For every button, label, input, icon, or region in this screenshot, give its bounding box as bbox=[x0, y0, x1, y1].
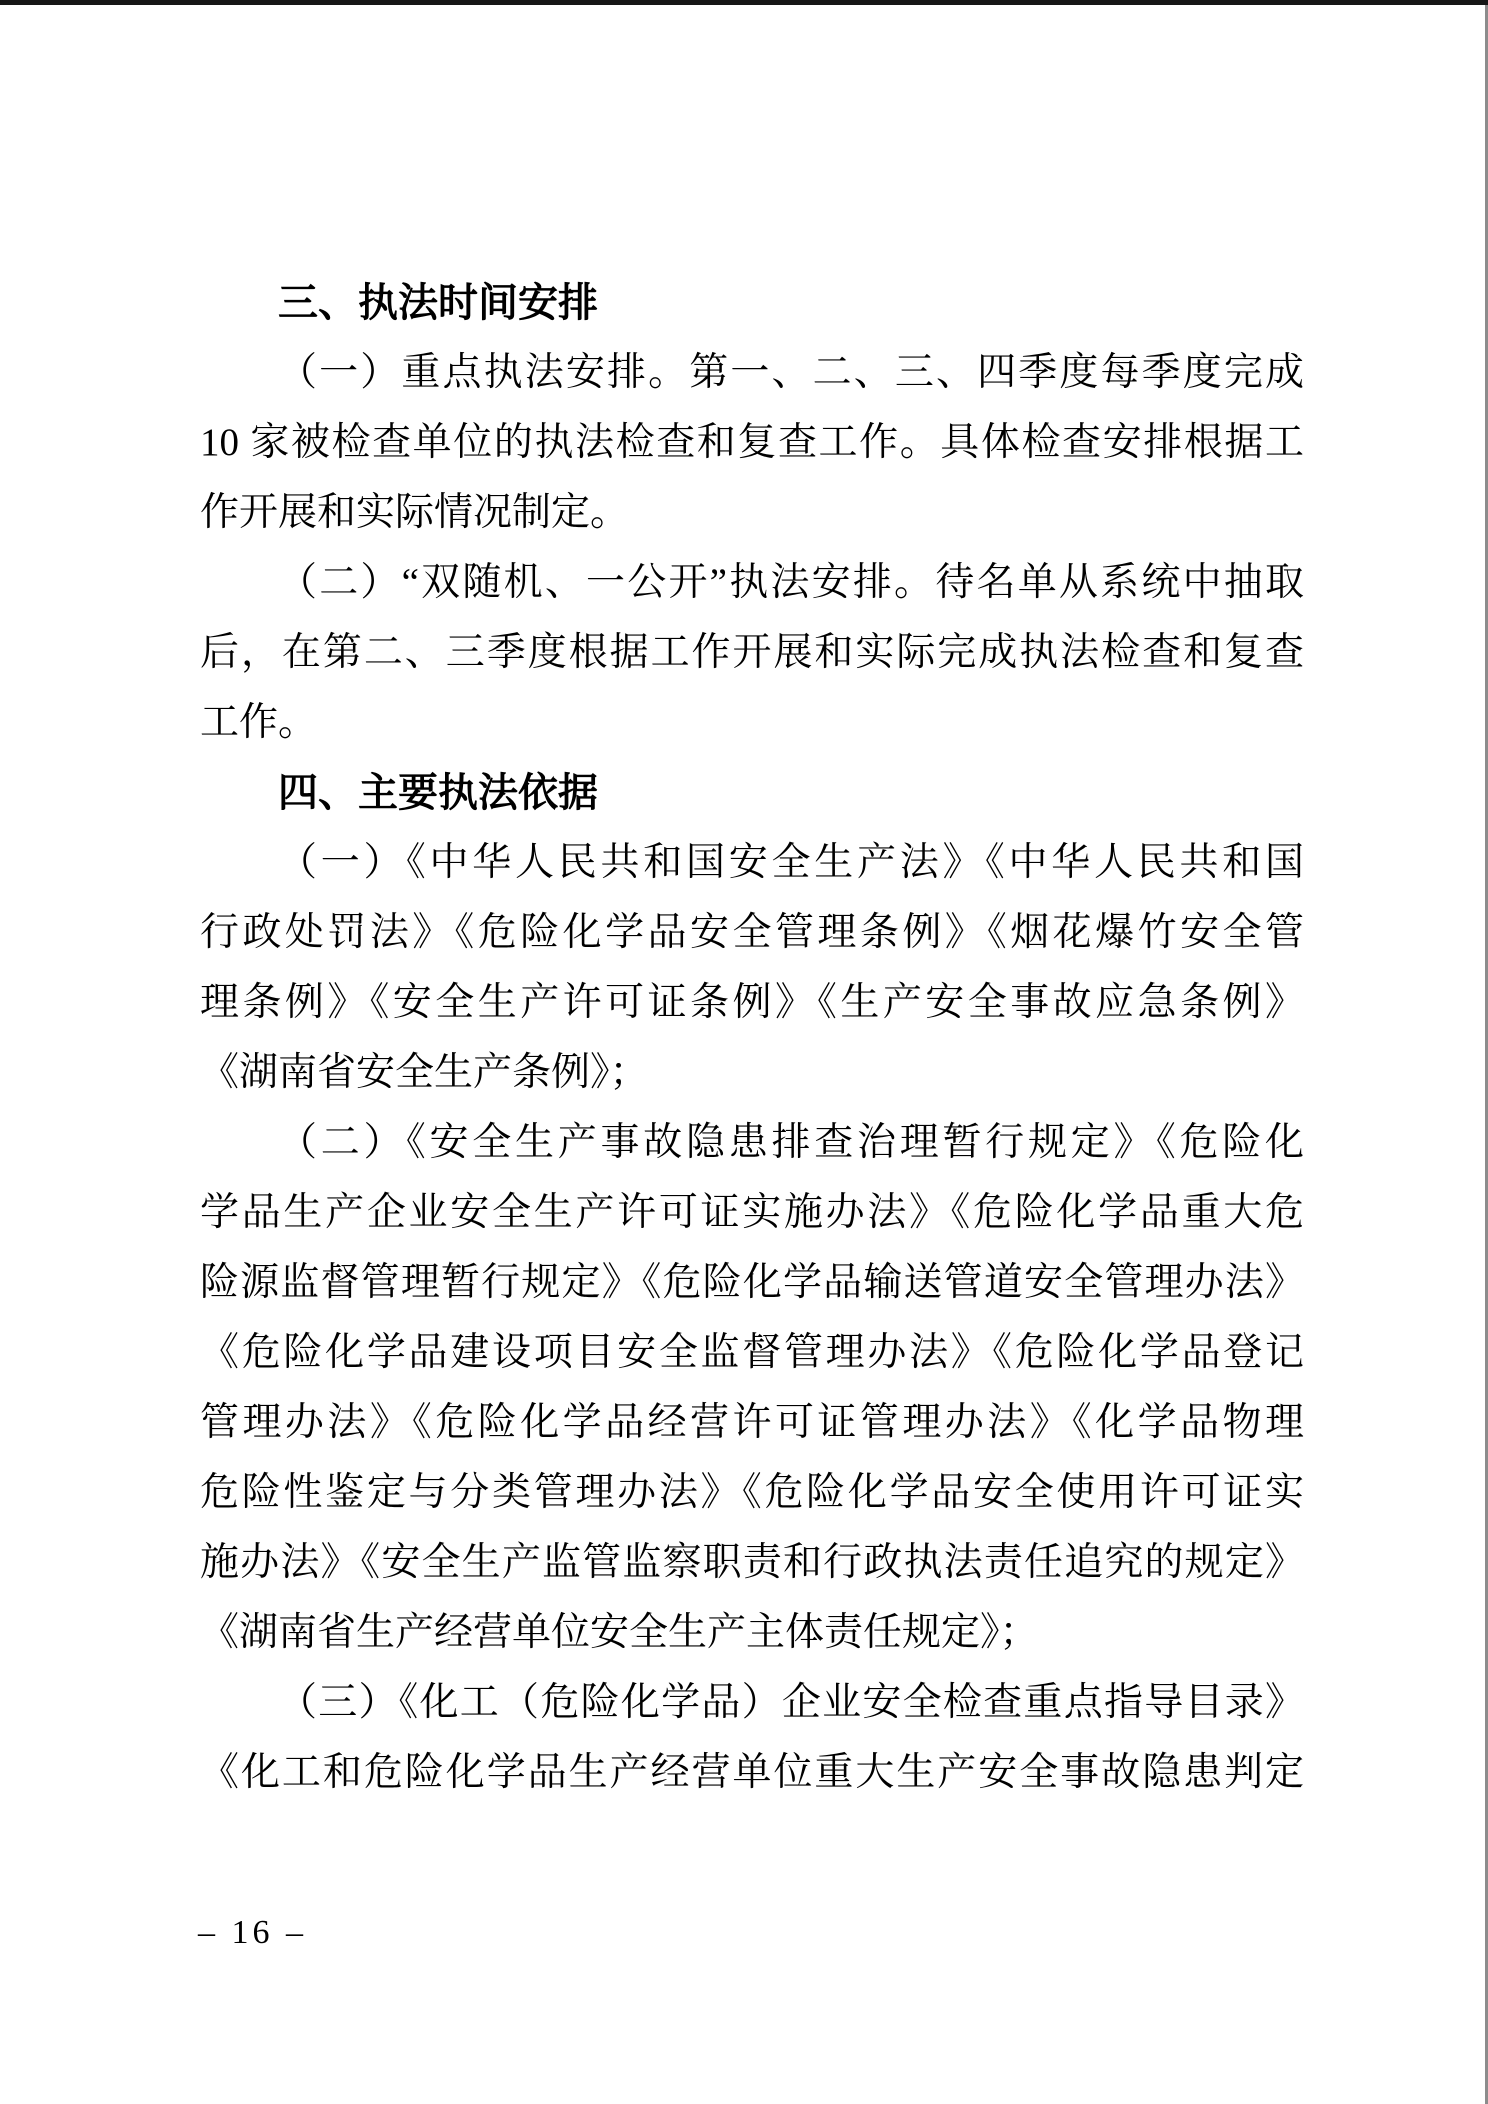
body-line: 作开展和实际情况制定。 bbox=[200, 491, 630, 534]
body-line: 10 家被检查单位的执法检查和复查工作。具体检查安排根据工 bbox=[200, 421, 1304, 464]
body-line: （三）《化工（危险化学品）企业安全检查重点指导目录》 bbox=[278, 1681, 1304, 1724]
section-heading-4: 四、主要执法依据 bbox=[278, 771, 598, 815]
body-line: （二）“双随机、一公开”执法安排。待名单从系统中抽取 bbox=[278, 561, 1304, 604]
body-line: （一）重点执法安排。第一、二、三、四季度每季度完成 bbox=[278, 351, 1304, 394]
body-line: 后，在第二、三季度根据工作开展和实际完成执法检查和复查 bbox=[200, 631, 1304, 674]
body-line: 行政处罚法》《危险化学品安全管理条例》《烟花爆竹安全管 bbox=[200, 911, 1304, 954]
body-line: （二）《安全生产事故隐患排查治理暂行规定》《危险化 bbox=[278, 1121, 1304, 1164]
section-heading-3: 三、执法时间安排 bbox=[278, 281, 598, 325]
body-line: 《危险化学品建设项目安全监督管理办法》《危险化学品登记 bbox=[200, 1331, 1304, 1374]
body-line: 危险性鉴定与分类管理办法》《危险化学品安全使用许可证实 bbox=[200, 1471, 1304, 1514]
document-body bbox=[200, 268, 1304, 1808]
body-line: 学品生产企业安全生产许可证实施办法》《危险化学品重大危 bbox=[200, 1191, 1304, 1234]
body-line: 险源监督管理暂行规定》《危险化学品输送管道安全管理办法》 bbox=[200, 1261, 1304, 1304]
body-line: 施办法》《安全生产监管监察职责和行政执法责任追究的规定》 bbox=[200, 1541, 1304, 1584]
body-line: 《湖南省生产经营单位安全生产主体责任规定》； bbox=[200, 1611, 1039, 1654]
body-line: 《湖南省安全生产条例》； bbox=[200, 1051, 649, 1094]
body-line: 《化工和危险化学品生产经营单位重大生产安全事故隐患判定 bbox=[200, 1751, 1304, 1794]
body-line: 理条例》《安全生产许可证条例》《生产安全事故应急条例》 bbox=[200, 981, 1304, 1024]
body-line: （一）《中华人民共和国安全生产法》《中华人民共和国 bbox=[278, 841, 1304, 884]
top-edge-scan-line bbox=[0, 0, 1488, 5]
page-number: – 16 – bbox=[198, 1914, 307, 1951]
body-line: 工作。 bbox=[200, 701, 318, 744]
body-line: 管理办法》《危险化学品经营许可证管理办法》《化学品物理 bbox=[200, 1401, 1304, 1444]
